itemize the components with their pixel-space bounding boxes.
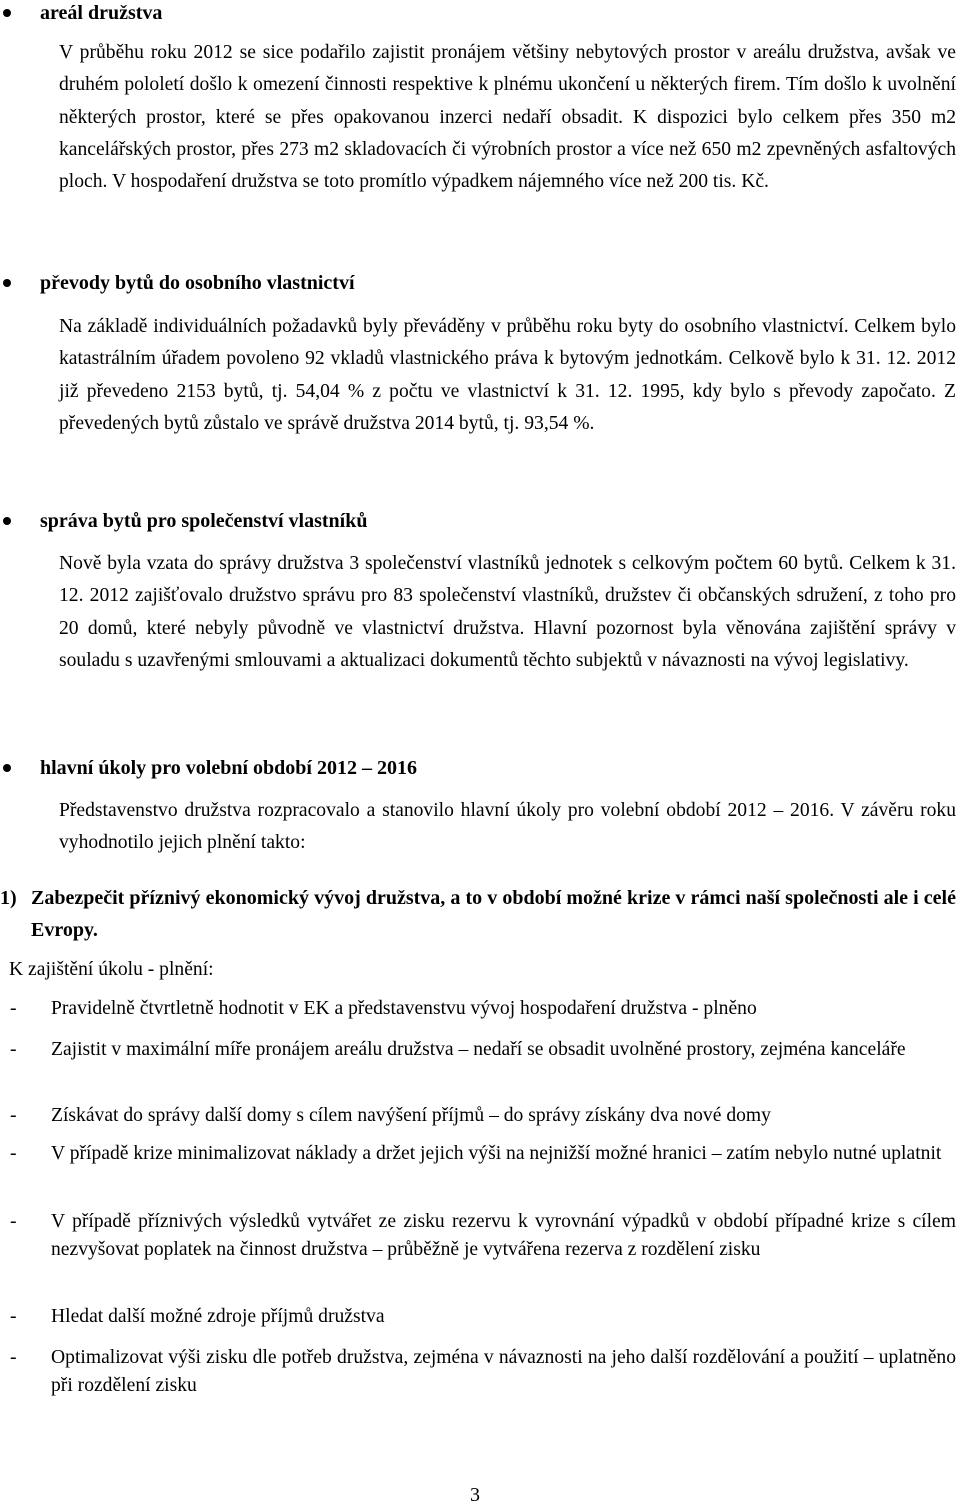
bullet-icon bbox=[3, 279, 11, 287]
section-heading-areal: areál družstva bbox=[40, 2, 163, 24]
section-heading-prevody: převody bytů do osobního vlastnictví bbox=[40, 272, 355, 294]
section-heading-ukoly: hlavní úkoly pro volební období 2012 – 2016 bbox=[40, 757, 417, 779]
section-paragraph-areal: V průběhu roku 2012 se sice podařilo zajistit pronájem většiny nebytových prostor v areálu družstva, avšak ve druhém pololetí došlo k omezení činnosti respektive k plnému ukončení u některých firem. Tím došlo k uvolnění některých prostor, které se přes opakovanou inzerci nedaří obsadit. K dispozici bylo celkem přes 350 m2 kancelářských prostor, přes 273 m2 skladovacích či výrobních prostor a více než 650 m2 zpevněných asfaltových ploch. V hospodaření družstva se toto promítlo výpadkem nájemného více než 200 tis. Kč. bbox=[59, 42, 956, 193]
section-paragraph-sprava: Nově byla vzata do správy družstva 3 společenství vlastníků jednotek s celkovým počtem 60 bytů. Celkem k 31. 12. 2012 zajišťovalo družstvo správu pro 83 společenství vlastníků, družstev či občanských sdružení, z toho pro 20 domů, které nebyly původně ve vlastnictví družstva. Hlavní pozornost byla věnována zajištění správy v souladu s uzavřenými smlouvami a aktualizaci dokumentů těchto subjektů v návaznosti na vývoj legislativy. bbox=[59, 553, 956, 671]
dash-marker: - bbox=[10, 998, 17, 1019]
dash-marker: - bbox=[10, 1143, 17, 1164]
list-item-text: Zajistit v maximální míře pronájem areálu družstva – nedaří se obsadit uvolněné prostory, zejména kanceláře bbox=[51, 1039, 906, 1060]
page-number: 3 bbox=[470, 1484, 480, 1506]
list-item-text: V případě krize minimalizovat náklady a držet jejich výši na nejnižší možné hranici – zatím nebylo nutné uplatnit bbox=[51, 1143, 942, 1164]
section-paragraph-ukoly: Představenstvo družstva rozpracovalo a stanovilo hlavní úkoly pro volební období 2012 – 2016. V závěru roku vyhodnotilo jejich plnění takto: bbox=[59, 800, 956, 854]
section-heading-sprava: správa bytů pro společenství vlastníků bbox=[40, 510, 368, 532]
task-number: 1) bbox=[0, 887, 17, 909]
dash-marker: - bbox=[10, 1306, 17, 1327]
dash-marker: - bbox=[10, 1039, 17, 1060]
dash-marker: - bbox=[10, 1211, 17, 1232]
task-title: Zabezpečit příznivý ekonomický vývoj družstva, a to v období možné krize v rámci naší společnosti ale i celé Evropy. bbox=[31, 887, 956, 941]
list-item-text: Optimalizovat výši zisku dle potřeb družstva, zejména v návaznosti na jeho další rozdělování a použití – uplatněno při rozdělení zisku bbox=[51, 1347, 956, 1396]
section-paragraph-prevody: Na základě individuálních požadavků byly převáděny v průběhu roku byty do osobního vlastnictví. Celkem bylo katastrálním úřadem povoleno 92 vkladů vlastnického práva k bytovým jednotkám. Celkově bylo k 31. 12. 2012 již převedeno 2153 bytů, tj. 54,04 % z počtu ve vlastnictví k 31. 12. 1995, kdy bylo s převody započato. Z převedených bytů zůstalo ve správě družstva 2014 bytů, tj. 93,54 %. bbox=[59, 316, 956, 434]
list-item-text: Pravidelně čtvrtletně hodnotit v EK a představenstvu vývoj hospodaření družstva - plněno bbox=[51, 998, 757, 1019]
bullet-icon bbox=[3, 764, 11, 772]
list-item-text: Hledat další možné zdroje příjmů družstva bbox=[51, 1306, 385, 1327]
bullet-icon bbox=[3, 517, 11, 525]
task-subheading: K zajištění úkolu - plnění: bbox=[9, 959, 214, 980]
dash-marker: - bbox=[10, 1347, 17, 1368]
dash-marker: - bbox=[10, 1105, 17, 1126]
list-item-text: V případě příznivých výsledků vytvářet ze zisku rezervu k vyrovnání výpadků v období případné krize s cílem nezvyšovat poplatek na činnost družstva – průběžně je vytvářena rezerva z rozdělení zisku bbox=[51, 1211, 956, 1260]
bullet-icon bbox=[3, 9, 11, 17]
list-item-text: Získávat do správy další domy s cílem navýšení příjmů – do správy získány dva nové domy bbox=[51, 1105, 771, 1126]
